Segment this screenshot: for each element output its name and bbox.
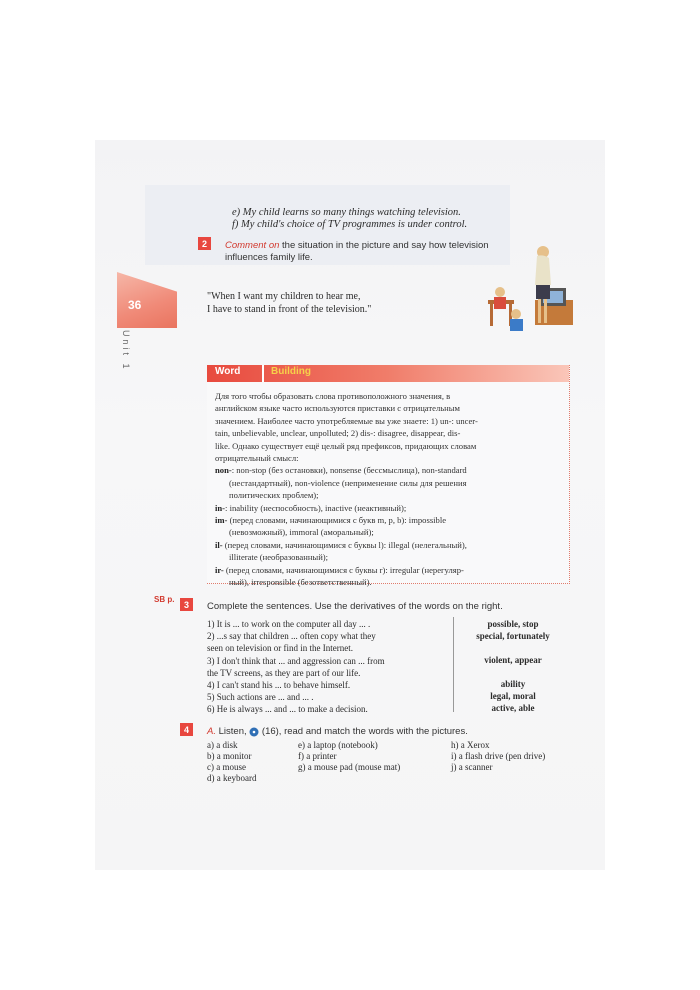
quote-line-2: I have to stand in front of the television." [207, 304, 372, 315]
word-building-text: : non-stop (без остановки), nonsense (бессмыслица), non-standard [231, 465, 467, 476]
word-building-text: значением. Наиболее часто употребляемые вы уже знаете: 1) un-: uncer- [215, 415, 478, 426]
task3-word: possible, stop [487, 619, 539, 629]
task3-word: legal, moral [490, 691, 536, 701]
task-number-2: 2 [198, 237, 211, 250]
word-building-line [215, 415, 563, 427]
word-building-line [215, 402, 563, 414]
task4-option: c) a mouse [207, 762, 246, 772]
word-building-text: illiterate (необразованный); [229, 552, 329, 563]
task3-sentence: 2) ...s say that children ... often copy what they [207, 631, 376, 642]
word-building-text: отрицательный смысл: [215, 453, 299, 464]
prefix-label: im- [215, 515, 228, 526]
task4-option: j) a scanner [451, 762, 493, 772]
task3-sentence: 4) I can't stand his ... to behave himself. [207, 680, 351, 691]
task-number-3: 3 [180, 598, 193, 611]
task4-option: h) a Xerox [451, 740, 490, 750]
task4-accent: A. [207, 726, 216, 737]
task3-sentence: 3) I don't think that ... and aggression can ... from [207, 655, 385, 666]
task3-separator [453, 617, 454, 712]
word-building-divider [262, 365, 264, 382]
word-building-line [215, 452, 563, 464]
word-building-body [215, 390, 563, 589]
task3-word [458, 666, 568, 678]
word-building-line [215, 427, 563, 439]
word-building-text: английском языке часто используются приставки с отрицательным [215, 403, 460, 414]
prefix-label: ir- [215, 564, 224, 575]
word-building-text: tain, unbelievable, unclear, unpolluted; 2) dis-: disagree, disappear, dis- [215, 428, 461, 439]
task3-word: special, fortunately [476, 631, 550, 641]
prefix-label: il- [215, 539, 223, 550]
word-building-text: ный), irresponsible (безответственный). [229, 577, 372, 588]
sentence-f: f) My child's choice of TV programmes is under control. [232, 219, 468, 230]
task4-option: d) a keyboard [207, 773, 257, 783]
sb-badge: SB p. [154, 595, 175, 604]
family-tv-illustration [480, 240, 575, 335]
word-building-text: (нестандартный), non-violence (неприменение силы для решения [229, 477, 467, 488]
task4-option: g) a mouse pad (mouse mat) [298, 762, 401, 772]
word-building-line [215, 464, 563, 476]
word-building-text: (невозможный), immoral (аморальный); [229, 527, 374, 538]
task3-sentence: 1) It is ... to work on the computer all day ... . [207, 619, 371, 629]
word-building-line [215, 576, 563, 588]
task3-word: violent, appear [484, 655, 542, 665]
task3-instruction: Complete the sentences. Use the derivatives of the words on the right. [207, 601, 503, 612]
word-building-text: like. Однако существует ещё целый ряд префиксов, придающих словам [215, 440, 477, 451]
word-building-text: (перед словами, начинающимися с буквы r): irregular (нерегуляр- [223, 564, 464, 575]
word-building-line [215, 477, 563, 489]
task2-accent: Comment on [225, 240, 280, 251]
task4-text-a: Listen, [215, 726, 250, 737]
task2-instruction [225, 240, 489, 251]
task3-sentence: 5) Such actions are ... and ... . [207, 692, 314, 703]
cd-audio-icon[interactable] [249, 727, 259, 737]
task3-sentence: the TV screens, as they are part of our life. [207, 667, 361, 678]
task4-column-2 [298, 740, 400, 773]
word-building-title-building: Building [271, 366, 311, 377]
task3-word: active, able [491, 703, 535, 713]
sentence-e: e) My child learns so many things watching television. [232, 207, 461, 218]
word-building-line [215, 526, 563, 538]
task3-sentences [207, 618, 447, 716]
word-building-line [215, 502, 563, 514]
task3-sentence: 6) He is always ... and ... to make a decision. [207, 704, 368, 715]
task4-option: i) a flash drive (pen drive) [451, 751, 546, 761]
task4-option: e) a laptop (notebook) [298, 740, 378, 750]
word-building-line [215, 514, 563, 526]
task-number-4: 4 [180, 723, 193, 736]
task4-column-3 [451, 740, 545, 773]
task3-word [458, 642, 568, 654]
task3-word-list [458, 618, 568, 714]
task4-option: f) a printer [298, 751, 337, 761]
unit-label: Unit 1 [121, 330, 131, 372]
prefix-label: in- [215, 502, 226, 513]
word-building-line [215, 390, 563, 402]
word-building-text: политических проблем); [229, 490, 319, 501]
task3-sentence: seen on television or find in the Internet. [207, 643, 353, 654]
word-building-text: : inability (неспособность), inactive (неактивный); [225, 502, 407, 513]
word-building-title-word: Word [215, 366, 241, 377]
task3-word: ability [500, 679, 526, 689]
prefix-label: non- [215, 465, 232, 476]
word-building-line [215, 564, 563, 576]
task2-instruction-line2: influences family life. [225, 252, 313, 263]
quote-line-1: "When I want my children to hear me, [207, 291, 361, 302]
word-building-text: (перед словами, начинающимися с буквы l): illegal (нелегальный), [222, 539, 467, 550]
word-building-line [215, 551, 563, 563]
word-building-line [215, 440, 563, 452]
task2-text: the situation in the picture and say how television [279, 240, 489, 251]
task4-option: a) a disk [207, 740, 238, 750]
word-building-text: (перед словами, начинающимися с букв m, p, b): impossible [227, 515, 447, 526]
task4-column-1 [207, 740, 256, 784]
word-building-line [215, 489, 563, 501]
task4-text-b: (16), read and match the words with the pictures. [259, 726, 468, 737]
page-number: 36 [128, 298, 142, 312]
task4-instruction [207, 726, 468, 737]
word-building-text: Для того чтобы образовать слова противоположного значения, в [215, 391, 451, 401]
word-building-line [215, 539, 563, 551]
task4-option: b) a monitor [207, 751, 252, 761]
